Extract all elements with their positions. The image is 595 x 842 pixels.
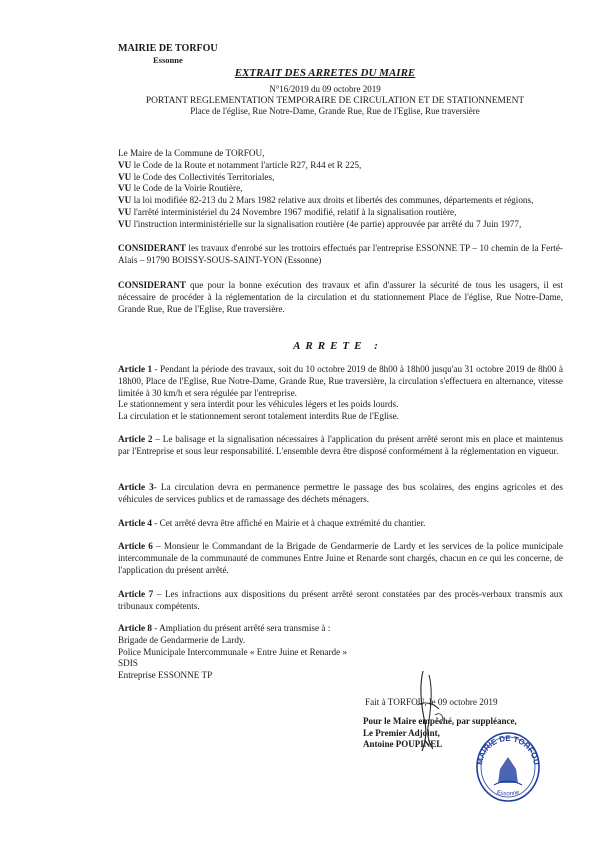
vu-label: VU — [118, 171, 132, 182]
recipient-item: SDIS — [118, 658, 138, 669]
considerant-label: CONSIDERANT — [118, 243, 186, 253]
article-8 — [118, 623, 563, 682]
subject-line: PORTANT REGLEMENTATION TEMPORAIRE DE CIRCULATION ET DE STATIONNEMENT — [145, 96, 525, 106]
article-3 — [118, 482, 563, 506]
department-label: Essonne — [153, 55, 183, 65]
article-label: Article 7 — [118, 589, 154, 599]
considerant-text: que pour la bonne exécution des travaux et afin d'assurer la sécurité de tous les usagers, il est nécessaire de procéder à la réglementation de la circulation et du stationnement Place de l'église, Rue Notre-Dame, Grande Rue, Rue de l'Eglise, Rue traversière. — [118, 280, 563, 314]
preamble — [118, 148, 558, 230]
vu-text: l'instruction interministérielle sur la signalisation routière (4e partie) approuvée par arrêté du 7 Juin 1977, — [131, 218, 522, 229]
article-text: - Ampliation du présent arrêté sera transmise à : — [151, 623, 331, 633]
article-label: Article 3 — [118, 482, 154, 492]
article-label: Article 2 — [118, 434, 153, 444]
reference-line: N°16/2019 du 09 octobre 2019 — [269, 84, 381, 94]
stamp-top-text: MAIRIE DE TORFOU — [474, 733, 541, 766]
article-text: – Le balisage et la signalisation nécessaires à l'application du présent arrêté seront mis en place et maintenus par l'Entreprise et sous leur responsabilité. L'ensemble devra être disposé conformément à la réglementation en vigueur. — [118, 434, 563, 456]
article-6 — [118, 541, 563, 576]
article-1-parking: Le stationnement y sera interdit pour les véhicules légers et les poids lourds. — [118, 399, 399, 410]
recipient-item: Entreprise ESSONNE TP — [118, 670, 213, 681]
preamble-intro: Le Maire de la Commune de TORFOU, — [118, 148, 265, 158]
vu-text: le Code de la Voirie Routière, — [131, 183, 243, 194]
vu-line — [118, 195, 558, 207]
mairie-stamp — [474, 729, 542, 803]
considerant-2 — [118, 280, 563, 315]
vu-line — [118, 160, 558, 172]
signatory-line-1: Pour le Maire empêché, par suppléance, — [363, 716, 517, 726]
vu-label: VU — [118, 183, 132, 194]
places-line: Place de l'église, Rue Notre-Dame, Grande Rue, Rue de l'Eglise, Rue traversière — [190, 106, 480, 116]
vu-line — [118, 219, 558, 231]
article-text: - Pendant la période des travaux, soit du 10 octobre 2019 de 8h00 à 18h00 jusqu'au 31 octobre 2019 de 8h00 à 18h00, Place de l'Eglise, Rue Notre-Dame, Grande Rue, Rue traversière, la circulation s'effectuera en alternance, vitesse limitée à 30 km/h et sera régulée par l'entreprise. — [118, 364, 563, 398]
signatory-line-2: Le Premier Adjoint, — [363, 727, 440, 738]
recipient-item: Brigade de Gendarmerie de Lardy. — [118, 634, 246, 645]
arrete-heading: ARRETE : — [293, 340, 383, 352]
signatory-name: Antoine POUPINEL — [363, 739, 443, 750]
vu-text: l'arrêté interministériel du 24 Novembre 1967 modifié, relatif à la signalisation routière, — [131, 206, 457, 217]
considerant-label: CONSIDERANT — [118, 280, 186, 290]
article-label: Article 8 — [118, 623, 152, 633]
svg-text:Essonne — [496, 790, 521, 798]
mairie-header: MAIRIE DE TORFOU — [118, 43, 218, 54]
considerant-1 — [118, 243, 563, 267]
article-1-closure: La circulation et le stationnement seront totalement interdits Rue de l'Eglise. — [118, 411, 400, 422]
article-label: Article 6 — [118, 541, 153, 551]
handwritten-signature — [395, 665, 475, 755]
article-1 — [118, 364, 563, 423]
article-text: - La circulation devra en permanence permettre le passage des bus scolaires, des engins agricoles et des véhicules de services publics et de ramassage des déchets ménagers. — [118, 482, 563, 504]
vu-label: VU — [118, 195, 132, 206]
article-label: Article 4 — [118, 518, 152, 528]
vu-line — [118, 207, 558, 219]
article-8-intro — [118, 623, 563, 635]
vu-line — [118, 183, 558, 195]
vu-label: VU — [118, 206, 132, 217]
considerant-text: les travaux d'enrobé sur les trottoirs effectués par l'entreprise ESSONNE TP – 10 chemin de la Ferté-Alais – 91790 BOISSY-SOUS-SAINT-YON (Essonne) — [118, 243, 563, 265]
stamp-bottom-text: Essonne — [495, 789, 521, 798]
vu-text: le Code des Collectivités Territoriales, — [131, 171, 275, 182]
article-label: Article 1 — [118, 364, 153, 374]
article-text: - Cet arrêté devra être affiché en Mairie et à chaque extrémité du chantier. — [151, 518, 426, 528]
recipient-item: Police Municipale Intercommunale « Entre Juine et Renarde » — [118, 646, 348, 657]
vu-label: VU — [118, 218, 132, 229]
vu-text: le Code de la Route et notamment l'article R27, R44 et R 225, — [131, 159, 362, 170]
article-1-main — [118, 364, 563, 399]
article-7 — [118, 589, 563, 613]
vu-label: VU — [118, 159, 132, 170]
document-title: EXTRAIT DES ARRETES DU MAIRE — [234, 67, 416, 79]
vu-line — [118, 172, 558, 184]
vu-text: la loi modifiée 82-213 du 2 Mars 1982 relative aux droits et libertés des communes, départements et régions, — [131, 195, 534, 206]
place-date-line: Fait à TORFOU, le 09 octobre 2019 — [365, 697, 498, 707]
article-text: – Monsieur le Commandant de la Brigade de Gendarmerie de Lardy et les services de la police municipale intercommunale de la communauté de communes Entre Juine et Renarde sont chargés, chacun en ce qui les concerne, de l'application du présent arrêté. — [118, 541, 563, 575]
article-2 — [118, 434, 563, 458]
article-text: – Les infractions aux dispositions du présent arrêté seront constatées par des procès-verbaux transmis aux tribunaux compétents. — [118, 589, 563, 611]
article-4 — [118, 518, 563, 530]
